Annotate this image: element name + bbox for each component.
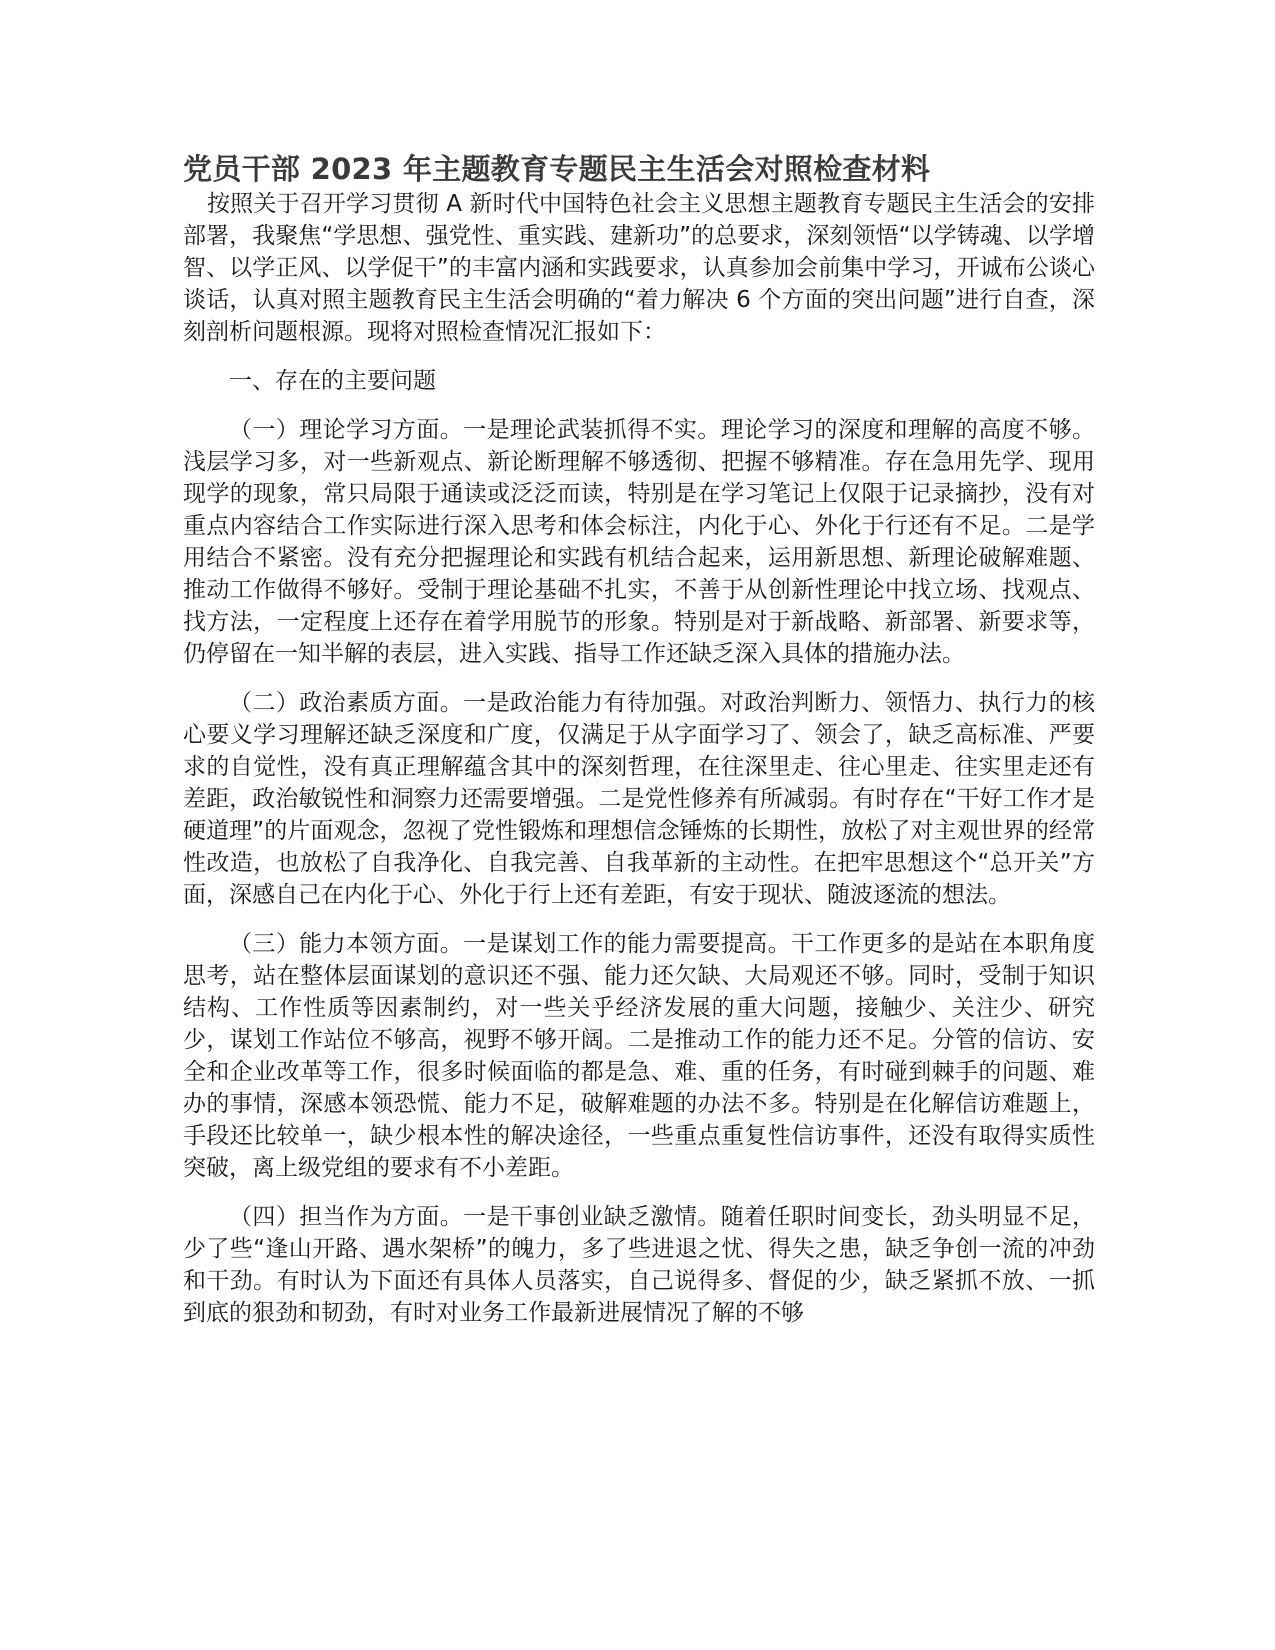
section-capability: （三）能力本领方面。一是谋划工作的能力需要提高。干工作更多的是站在本职角度思考，站在整体层面谋划的意识还不强、能力还欠缺、大局观还不够。同时，受制于知识结构、工作性质等因素制约，对一些关乎经济发展的重大问题，接触少、关注少、研究少，谋划工作站位不够高，视野不够开阔。二是推动工作的能力还不足。分管的信访、安全和企业改革等工作，很多时候面临的都是急、难、重的任务，有时碰到棘手的问题、难办的事情，深感本领恐慌、能力不足，破解难题的办法不多。特别是在化解信访难题上，手段还比较单一，缺少根本性的解决途径，一些重点重复性信访事件，还没有取得实质性突破，离上级党组的要求有不小差距。: [183, 931, 1095, 1181]
section-theory-study: （一）理论学习方面。一是理论武装抓得不实。理论学习的深度和理解的高度不够。浅层学习多，对一些新观点、新论断理解不够透彻、把握不够精准。存在急用先学、现用现学的现象，常只局限于通读或泛泛而读，特别是在学习笔记上仅限于记录摘抄，没有对重点内容结合工作实际进行深入思考和体会标注，内化于心、外化于行还有不足。二是学用结合不紧密。没有充分把握理论和实践有机结合起来，运用新思想、新理论破解难题、推动工作做得不够好。受制于理论基础不扎实，不善于从创新性理论中找立场、找观点、找方法，一定程度上还存在着学用脱节的形象。特别是对于新战略、新部署、新要求等，仍停留在一知半解的表层，进入实践、指导工作还缺乏深入具体的措施办法。: [183, 417, 1095, 667]
document-title: 党员干部 2023 年主题教育专题民主生活会对照检查材料: [183, 152, 931, 186]
section-responsibility: （四）担当作为方面。一是干事创业缺乏激情。随着任职时间变长，劲头明显不足，少了些“逢山开路、遇水架桥”的魄力，多了些进退之忧、得失之患，缺乏争创一流的冲劲和干劲。有时认为下面还有具体人员落实，自己说得多、督促的少，缺乏紧抓不放、一抓到底的狠劲和韧劲，有时对业务工作最新进展情况了解的不够: [183, 1204, 1095, 1326]
document-page: [183, 150, 1095, 1329]
section-political-quality: （二）政治素质方面。一是政治能力有待加强。对政治判断力、领悟力、执行力的核心要义学习理解还缺乏深度和广度，仅满足于从字面学习了、领会了，缺乏高标准、严要求的自觉性，没有真正理解蕴含其中的深刻哲理，在往深里走、往心里走、往实里走还有差距，政治敏锐性和洞察力还需要增强。二是党性修养有所减弱。有时存在“干好工作才是硬道理”的片面观念，忽视了党性锻炼和理想信念锤炼的长期性，放松了对主观世界的经常性改造，也放松了自我净化、自我完善、自我革新的主动性。在把牢思想这个“总开关”方面，深感自己在内化于心、外化于行上还有差距，有安于现状、随波逐流的想法。: [183, 690, 1095, 908]
section-heading-main-problems: 一、存在的主要问题: [229, 368, 436, 394]
intro-paragraph: 按照关于召开学习贯彻 A 新时代中国特色社会主义思想主题教育专题民主生活会的安排部署，我聚焦“学思想、强党性、重实践、建新功”的总要求，深刻领悟“以学铸魂、以学增智、以学正风、以学促干”的丰富内涵和实践要求，认真参加会前集中学习，开诚布公谈心谈话，认真对照主题教育民主生活会明确的“着力解决 6 个方面的突出问题”进行自查，深刻剖析问题根源。现将对照检查情况汇报如下：: [183, 191, 1095, 345]
